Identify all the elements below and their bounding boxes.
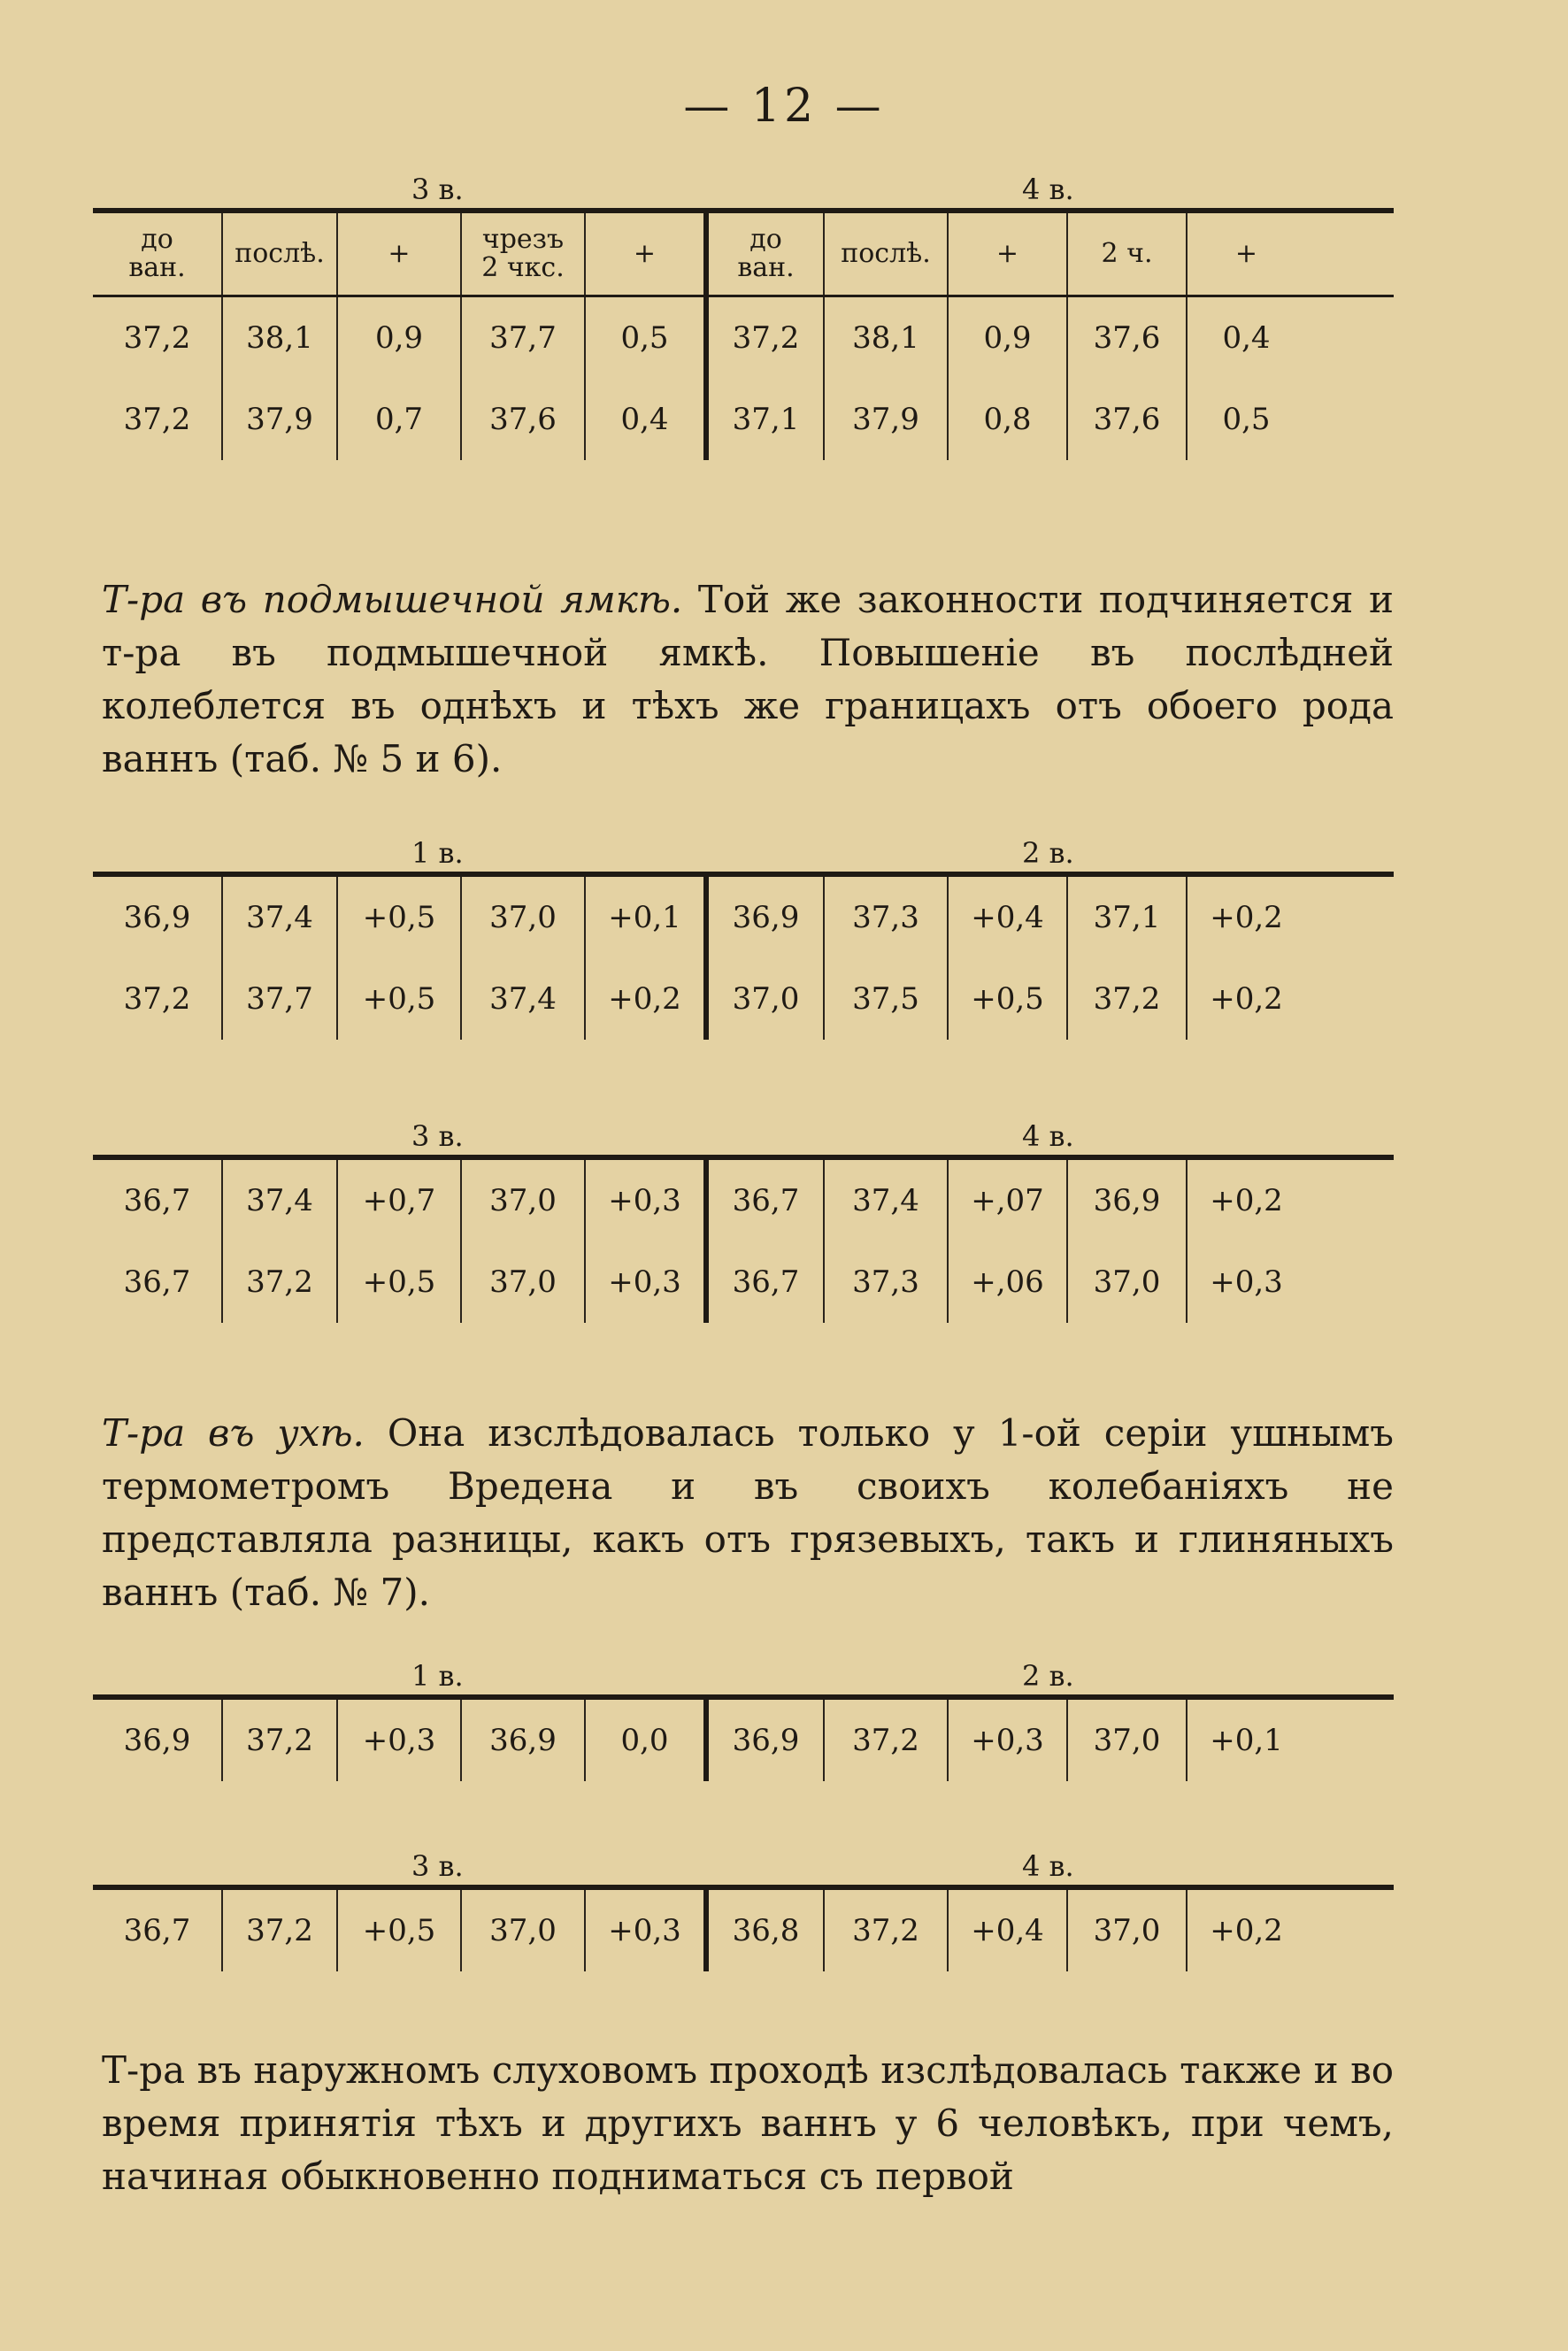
table-row (93, 1890, 1394, 1971)
column-header (584, 213, 703, 295)
table-cell: 37,0 (1066, 1700, 1186, 1781)
table-row (93, 297, 1394, 379)
table-cell: 36,9 (460, 1700, 584, 1781)
table-cell: +0,4 (947, 1890, 1066, 1971)
table-cell: 36,9 (123, 1723, 191, 1758)
group-label-right: 2 в. (1022, 836, 1074, 870)
column-header-line: + (1234, 238, 1258, 269)
table-cell: +0,5 (336, 958, 460, 1040)
table-cell: 37,2 (823, 1700, 947, 1781)
table-cell: +0,2 (1186, 1160, 1305, 1241)
table-cell: +0,3 (584, 1890, 703, 1971)
table-row (93, 1160, 1394, 1241)
table-1-mouth-temperature (93, 173, 1394, 460)
table-cell: 36,7 (703, 1160, 823, 1241)
group-label-left: 1 в. (411, 1659, 464, 1693)
table-cell: 37,1 (1066, 877, 1186, 958)
table-cell: 0,5 (1186, 379, 1305, 460)
table-5-ear-series-3-4 (93, 1849, 1394, 1971)
table-cell: 36,9 (703, 1700, 823, 1781)
table-cell: +0,7 (336, 1160, 460, 1241)
table-cell: 37,6 (460, 379, 584, 460)
group-label-right: 2 в. (1022, 1659, 1074, 1693)
column-header (1186, 213, 1305, 295)
table-row (93, 379, 1394, 460)
column-header-line: чрезъ (481, 224, 565, 255)
table-cell: +0,3 (947, 1700, 1066, 1781)
table-row (93, 958, 1394, 1040)
table-cell: 37,4 (460, 958, 584, 1040)
column-header (336, 213, 460, 295)
table-cell: +0,3 (1186, 1241, 1305, 1323)
paragraph-ear-canal (102, 2044, 1394, 2203)
column-header-line: + (995, 238, 1019, 269)
table-cell: +0,4 (947, 877, 1066, 958)
table-cell: +0,5 (336, 877, 460, 958)
table-cell: 37,0 (460, 877, 584, 958)
column-header-line: 2 ч. (1101, 238, 1153, 269)
table-cell: 37,3 (823, 1241, 947, 1323)
table-cell: 37,7 (221, 958, 336, 1040)
table-cell: +0,2 (1186, 958, 1305, 1040)
paragraph-axilla-heading: Т-ра въ подмышечной ямкѣ. (102, 578, 683, 621)
column-header-line: послѣ. (841, 238, 931, 269)
table-3-axilla-series-3-4 (93, 1119, 1394, 1323)
table-cell: 38,1 (823, 297, 947, 379)
table-cell: 37,0 (460, 1160, 584, 1241)
column-header-line: + (388, 238, 411, 269)
column-header-line: ван. (128, 252, 186, 283)
table-cell: 37,4 (221, 1160, 336, 1241)
table-cell: 37,2 (221, 1700, 336, 1781)
table-cell: 0,8 (947, 379, 1066, 460)
table-cell: 37,0 (460, 1241, 584, 1323)
table-4-ear-series-1-2 (93, 1659, 1394, 1781)
table-cell: 37,2 (703, 297, 823, 379)
table-row (93, 1700, 1394, 1781)
table-cell: 0,7 (336, 379, 460, 460)
table-cell: +0,5 (336, 1241, 460, 1323)
table-cell: 37,2 (221, 1890, 336, 1971)
table-cell: 37,0 (1066, 1890, 1186, 1971)
column-header-line: послѣ. (234, 238, 325, 269)
table-cell: 37,5 (823, 958, 947, 1040)
table-cell: +0,1 (1186, 1700, 1305, 1781)
column-header (221, 213, 336, 295)
table-cell: 37,6 (1066, 297, 1186, 379)
column-header-line: до (749, 224, 782, 255)
table-cell: 37,2 (823, 1890, 947, 1971)
table-cell: 37,0 (703, 958, 823, 1040)
group-label-left: 3 в. (411, 173, 464, 206)
table-cell: 37,6 (1066, 379, 1186, 460)
paragraph-axilla-text: Той же законности подчиняется и т-ра въ подмышечной ямкѣ. Повышеніе въ послѣдней колеблется въ однѣхъ и тѣхъ же границахъ отъ обоего рода ваннъ (таб. № 5 и 6). (102, 578, 1394, 780)
group-label-left: 3 в. (411, 1119, 464, 1153)
table-cell: 37,4 (221, 877, 336, 958)
group-label-left: 1 в. (411, 836, 464, 870)
table-cell: 37,2 (123, 320, 191, 356)
page-number: — 12 — (683, 80, 885, 133)
column-header (1066, 213, 1186, 295)
table-cell: 36,7 (123, 1913, 191, 1948)
table-cell: 37,2 (1066, 958, 1186, 1040)
table-cell: +0,2 (1186, 877, 1305, 958)
column-header-line: + (633, 238, 657, 269)
table-cell: 37,4 (823, 1160, 947, 1241)
table-cell: +,07 (947, 1160, 1066, 1241)
column-header-line: до (141, 224, 173, 255)
table-cell: 37,3 (823, 877, 947, 958)
table-cell: 37,9 (823, 379, 947, 460)
table-cell: 37,7 (460, 297, 584, 379)
group-label-left: 3 в. (411, 1849, 464, 1883)
table-cell: 0,4 (584, 379, 703, 460)
table-cell: 37,2 (123, 402, 191, 437)
table-cell: 37,9 (221, 379, 336, 460)
column-header (460, 213, 584, 295)
column-header (703, 213, 823, 295)
column-header-row (93, 213, 1394, 295)
table-cell: 36,9 (1066, 1160, 1186, 1241)
group-label-right: 4 в. (1022, 1849, 1074, 1883)
column-header-line: 2 чкс. (481, 252, 565, 283)
table-cell: +0,5 (336, 1890, 460, 1971)
table-cell: 36,9 (703, 877, 823, 958)
paragraph-ear-canal-text: Т-ра въ наружномъ слуховомъ проходѣ изслѣдовалась также и во время принятія тѣхъ и другихъ ваннъ у 6 человѣкъ, при чемъ, начиная обыкновенно подниматься съ первой (102, 2048, 1394, 2198)
group-label-right: 4 в. (1022, 173, 1074, 206)
table-row (93, 1241, 1394, 1323)
column-header (947, 213, 1066, 295)
table-cell: 37,1 (703, 379, 823, 460)
paragraph-ear (102, 1407, 1394, 1619)
table-cell: 37,2 (221, 1241, 336, 1323)
table-cell: +0,3 (584, 1160, 703, 1241)
table-cell: 38,1 (221, 297, 336, 379)
table-cell: +0,2 (584, 958, 703, 1040)
table-cell: 0,0 (584, 1700, 703, 1781)
table-cell: 36,7 (123, 1183, 191, 1218)
table-cell: 36,8 (703, 1890, 823, 1971)
table-cell: 36,9 (123, 900, 191, 935)
table-2-axilla-series-1-2 (93, 836, 1394, 1040)
table-row (93, 877, 1394, 958)
table-cell: +0,2 (1186, 1890, 1305, 1971)
paragraph-axilla (102, 573, 1394, 786)
paragraph-ear-text: Она изслѣдовалась только у 1-ой серіи ушнымъ термометромъ Вредена и въ своихъ колебаніяхъ не представляла разницы, какъ отъ грязевыхъ, такъ и глиняныхъ ваннъ (таб. № 7). (102, 1411, 1394, 1614)
table-cell: 0,4 (1186, 297, 1305, 379)
table-cell: 0,5 (584, 297, 703, 379)
paragraph-ear-heading: Т-ра въ ухѣ. (102, 1411, 365, 1455)
table-cell: +0,3 (336, 1700, 460, 1781)
table-cell: 36,7 (123, 1264, 191, 1300)
table-cell: 37,0 (1066, 1241, 1186, 1323)
column-header (93, 213, 221, 295)
column-header-line: ван. (737, 252, 795, 283)
table-cell: +0,3 (584, 1241, 703, 1323)
table-cell: +0,1 (584, 877, 703, 958)
group-label-right: 4 в. (1022, 1119, 1074, 1153)
table-cell: 37,0 (460, 1890, 584, 1971)
column-header (823, 213, 947, 295)
table-cell: 37,2 (123, 981, 191, 1017)
table-cell: 0,9 (947, 297, 1066, 379)
table-cell: +,06 (947, 1241, 1066, 1323)
table-cell: 36,7 (703, 1241, 823, 1323)
table-cell: +0,5 (947, 958, 1066, 1040)
table-cell: 0,9 (336, 297, 460, 379)
